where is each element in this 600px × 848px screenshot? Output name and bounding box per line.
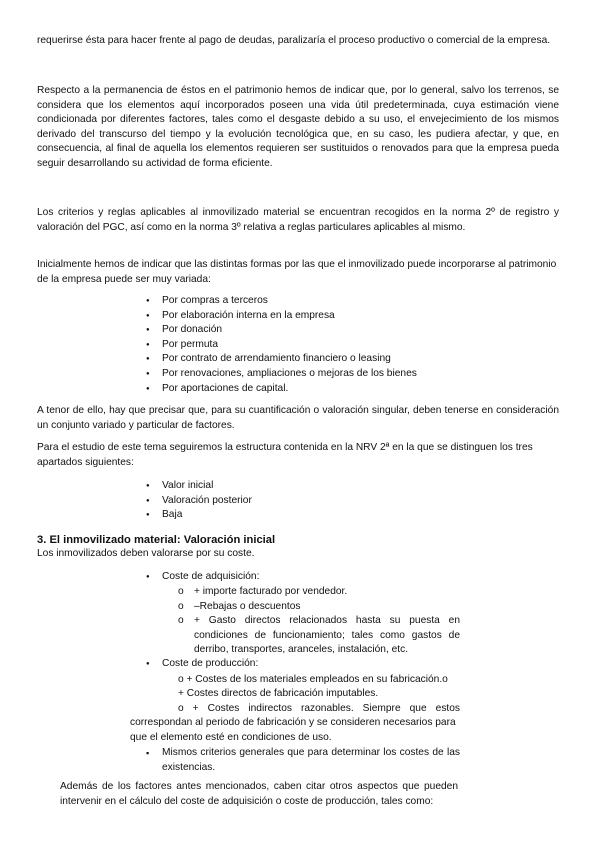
paragraph-structure: Para el estudio de este tema seguiremos la estructura contenida en la NRV 2ª en la que se distinguen los tres apartados siguientes: [37,442,533,468]
list-item: ● Baja [146,508,252,523]
list-item: ● Por permuta [146,338,417,353]
same-criteria-item: ▪ Mismos criterios generales que para determinar los costes de las existencias. [162,746,460,775]
bullet-o-icon: o [178,586,184,597]
forms-list [146,294,417,396]
list-item: ● Por compras a terceros [146,294,417,309]
paragraph-criteria: Los criterios y reglas aplicables al inmovilizado material se encuentran recogidos en la norma 2º de registro y valoración del PGC, así como en la norma 3º relativa a reglas particulares aplicables al mismo. [37,207,559,233]
sub-item: o –Rebajas o descuentos [178,600,458,615]
bullet-o-icon: o [178,615,184,626]
list-item: ● Coste de adquisición: [146,570,259,585]
sub-item: o + importe facturado por vendedor. [178,585,458,600]
paragraph-other-aspects: Además de los factores antes mencionados, caben citar otros aspectos que pueden intervenir en el cálculo del coste de adquisición o coste de producción, tales como: [60,781,458,807]
sections-list [146,479,252,523]
paragraph-forms-intro: Inicialmente hemos de indicar que las distintas formas por las que el inmovilizado puede incorporarse al patrimonio de la empresa puede ser muy variada: [37,259,557,285]
list-item: ● Por donación [146,323,417,338]
bullet-o-icon: o [178,601,184,612]
section-heading: 3. El inmovilizado material: Valoración inicial [37,534,276,546]
sub-item: + Costes directos de fabricación imputables. [178,688,379,699]
list-item: ● Valoración posterior [146,494,252,509]
list-item: ● Por elaboración interna en la empresa [146,309,417,324]
list-item: ● Valor inicial [146,479,252,494]
acquisition-cost-item [146,570,259,585]
list-item: ● Por contrato de arrendamiento financiero o leasing [146,352,417,367]
sub-item: o + Costes indirectos razonables. Siempre que estos [178,703,460,714]
paragraph-intro-end: requerirse ésta para hacer frente al pago de deudas, paralizaría el proceso productivo o comercial de la empresa. [37,35,551,46]
sub-item: o + Costes de los materiales empleados en su fabricación.o [178,674,448,685]
paragraph-cost-intro: Los inmovilizados deben valorarse por su coste. [37,548,255,559]
paragraph-permanence: Respecto a la permanencia de éstos en el patrimonio hemos de indicar que, por lo general, salvo los terrenos, se considera que los elementos aquí incorporados poseen una vida útil predeterminada, cuya estimación viene condicionada por diferentes factores, tales como el desgaste debido a su uso, el envejecimiento de los mismos derivado del transcurso del tiempo y la evolución tecnológica que, en su caso, les pudiera afectar, y que, en consecuencia, al final de aquella los elementos requieren ser sustituidos o renovados para que la empresa pueda seguir desarrollando su actividad de forma eficiente. [37,85,559,169]
sub-item: o + Gasto directos relacionados hasta su puesta en condiciones de funcionamiento; tales como gastos de derribo, transportes, aranceles, instalación, etc. [178,614,460,658]
production-cost-item [146,657,258,672]
list-item: ● Coste de producción: [146,657,258,672]
sub-item-continuation: correspondan al periodo de fabricación y se consideren necesarios para que el elemento esté en condiciones de uso. [130,717,456,743]
list-item: ● Por aportaciones de capital. [146,382,417,397]
paragraph-quantification: A tenor de ello, hay que precisar que, para su cuantificación o valoración singular, deben tenerse en consideración un conjunto variado y particular de factores. [37,405,559,431]
list-item: ● Por renovaciones, ampliaciones o mejoras de los bienes [146,367,417,382]
